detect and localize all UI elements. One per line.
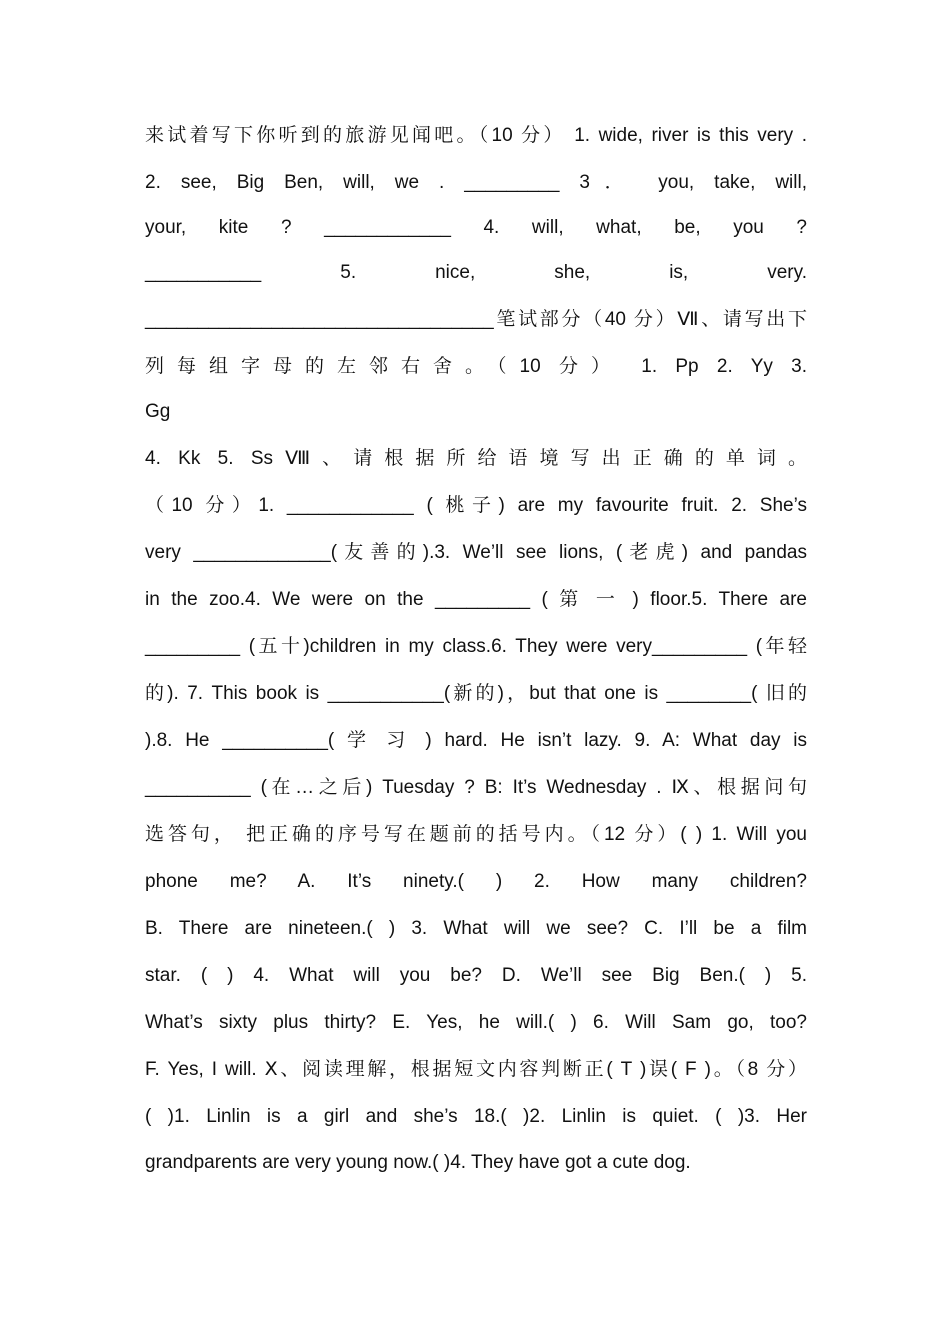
text-line: your, kite ? ____________ 4. will, what, be, you ? xyxy=(145,217,807,238)
text-line: star. ( ) 4. What will you be? D. We’ll see Big Ben.( ) 5. xyxy=(145,965,807,986)
text-line: ( )1. Linlin is a girl and she’s 18.( )2. Linlin is quiet. ( )3. Her xyxy=(145,1106,807,1127)
text-line: What’s sixty plus thirty? E. Yes, he will.( ) 6. Will Sam go, too? xyxy=(145,1012,807,1033)
text-line: （10 分）1. ____________ ( 桃子) are my favourite fruit. 2. She’s xyxy=(145,495,807,516)
text-line: 2. see, Big Ben, will, we . _________ 3． you, take, will, xyxy=(145,172,807,193)
text-line: 选答句， 把正确的序号写在题前的括号内。（12 分）( ) 1. Will you xyxy=(145,824,807,845)
text-line: 4. Kk 5. SsⅧ、请根据所给语境写出正确的单词。 xyxy=(145,448,807,469)
text-line: ).8. He __________( 学 习 ) hard. He isn’t lazy. 9. A: What day is xyxy=(145,730,807,751)
text-line: in the zoo.4. We were on the _________ ( 第 一 ) floor.5. There are xyxy=(145,589,807,610)
text-line: _________ (五十)children in my class.6. They were very_________ (年轻 xyxy=(145,636,807,657)
text-line: very _____________(友善的).3. We’ll see lions, (老虎) and pandas xyxy=(145,542,807,563)
text-line: __________ (在…之后) Tuesday ? B: It’s Wednesday . Ⅸ、根据问句 xyxy=(145,777,807,798)
text-line: grandparents are very young now.( )4. They have got a cute dog. xyxy=(145,1152,691,1173)
text-line: 的). 7. This book is ___________(新的)，but that one is ________( 旧的 xyxy=(145,683,807,704)
text-line: _________________________________笔试部分（40 分）Ⅶ、请写出下 xyxy=(145,309,807,330)
text-line: B. There are nineteen.( ) 3. What will we see? C. I’ll be a film xyxy=(145,918,807,939)
text-line: 列每组字母的左邻右舍。（10 分） 1. Pp 2. Yy 3. xyxy=(145,356,807,377)
text-line: ___________ 5. nice, she, is, very. xyxy=(145,262,807,283)
text-line: phone me? A. It’s ninety.( ) 2. How many children? xyxy=(145,871,807,892)
text-line: 来试着写下你听到的旅游见闻吧。（10 分） 1. wide, river is this very . xyxy=(145,125,807,146)
text-line: Gg xyxy=(145,401,171,422)
text-line: F. Yes, I will. Ⅹ、阅读理解，根据短文内容判断正( T )误( F )。（8 分） xyxy=(145,1059,807,1080)
